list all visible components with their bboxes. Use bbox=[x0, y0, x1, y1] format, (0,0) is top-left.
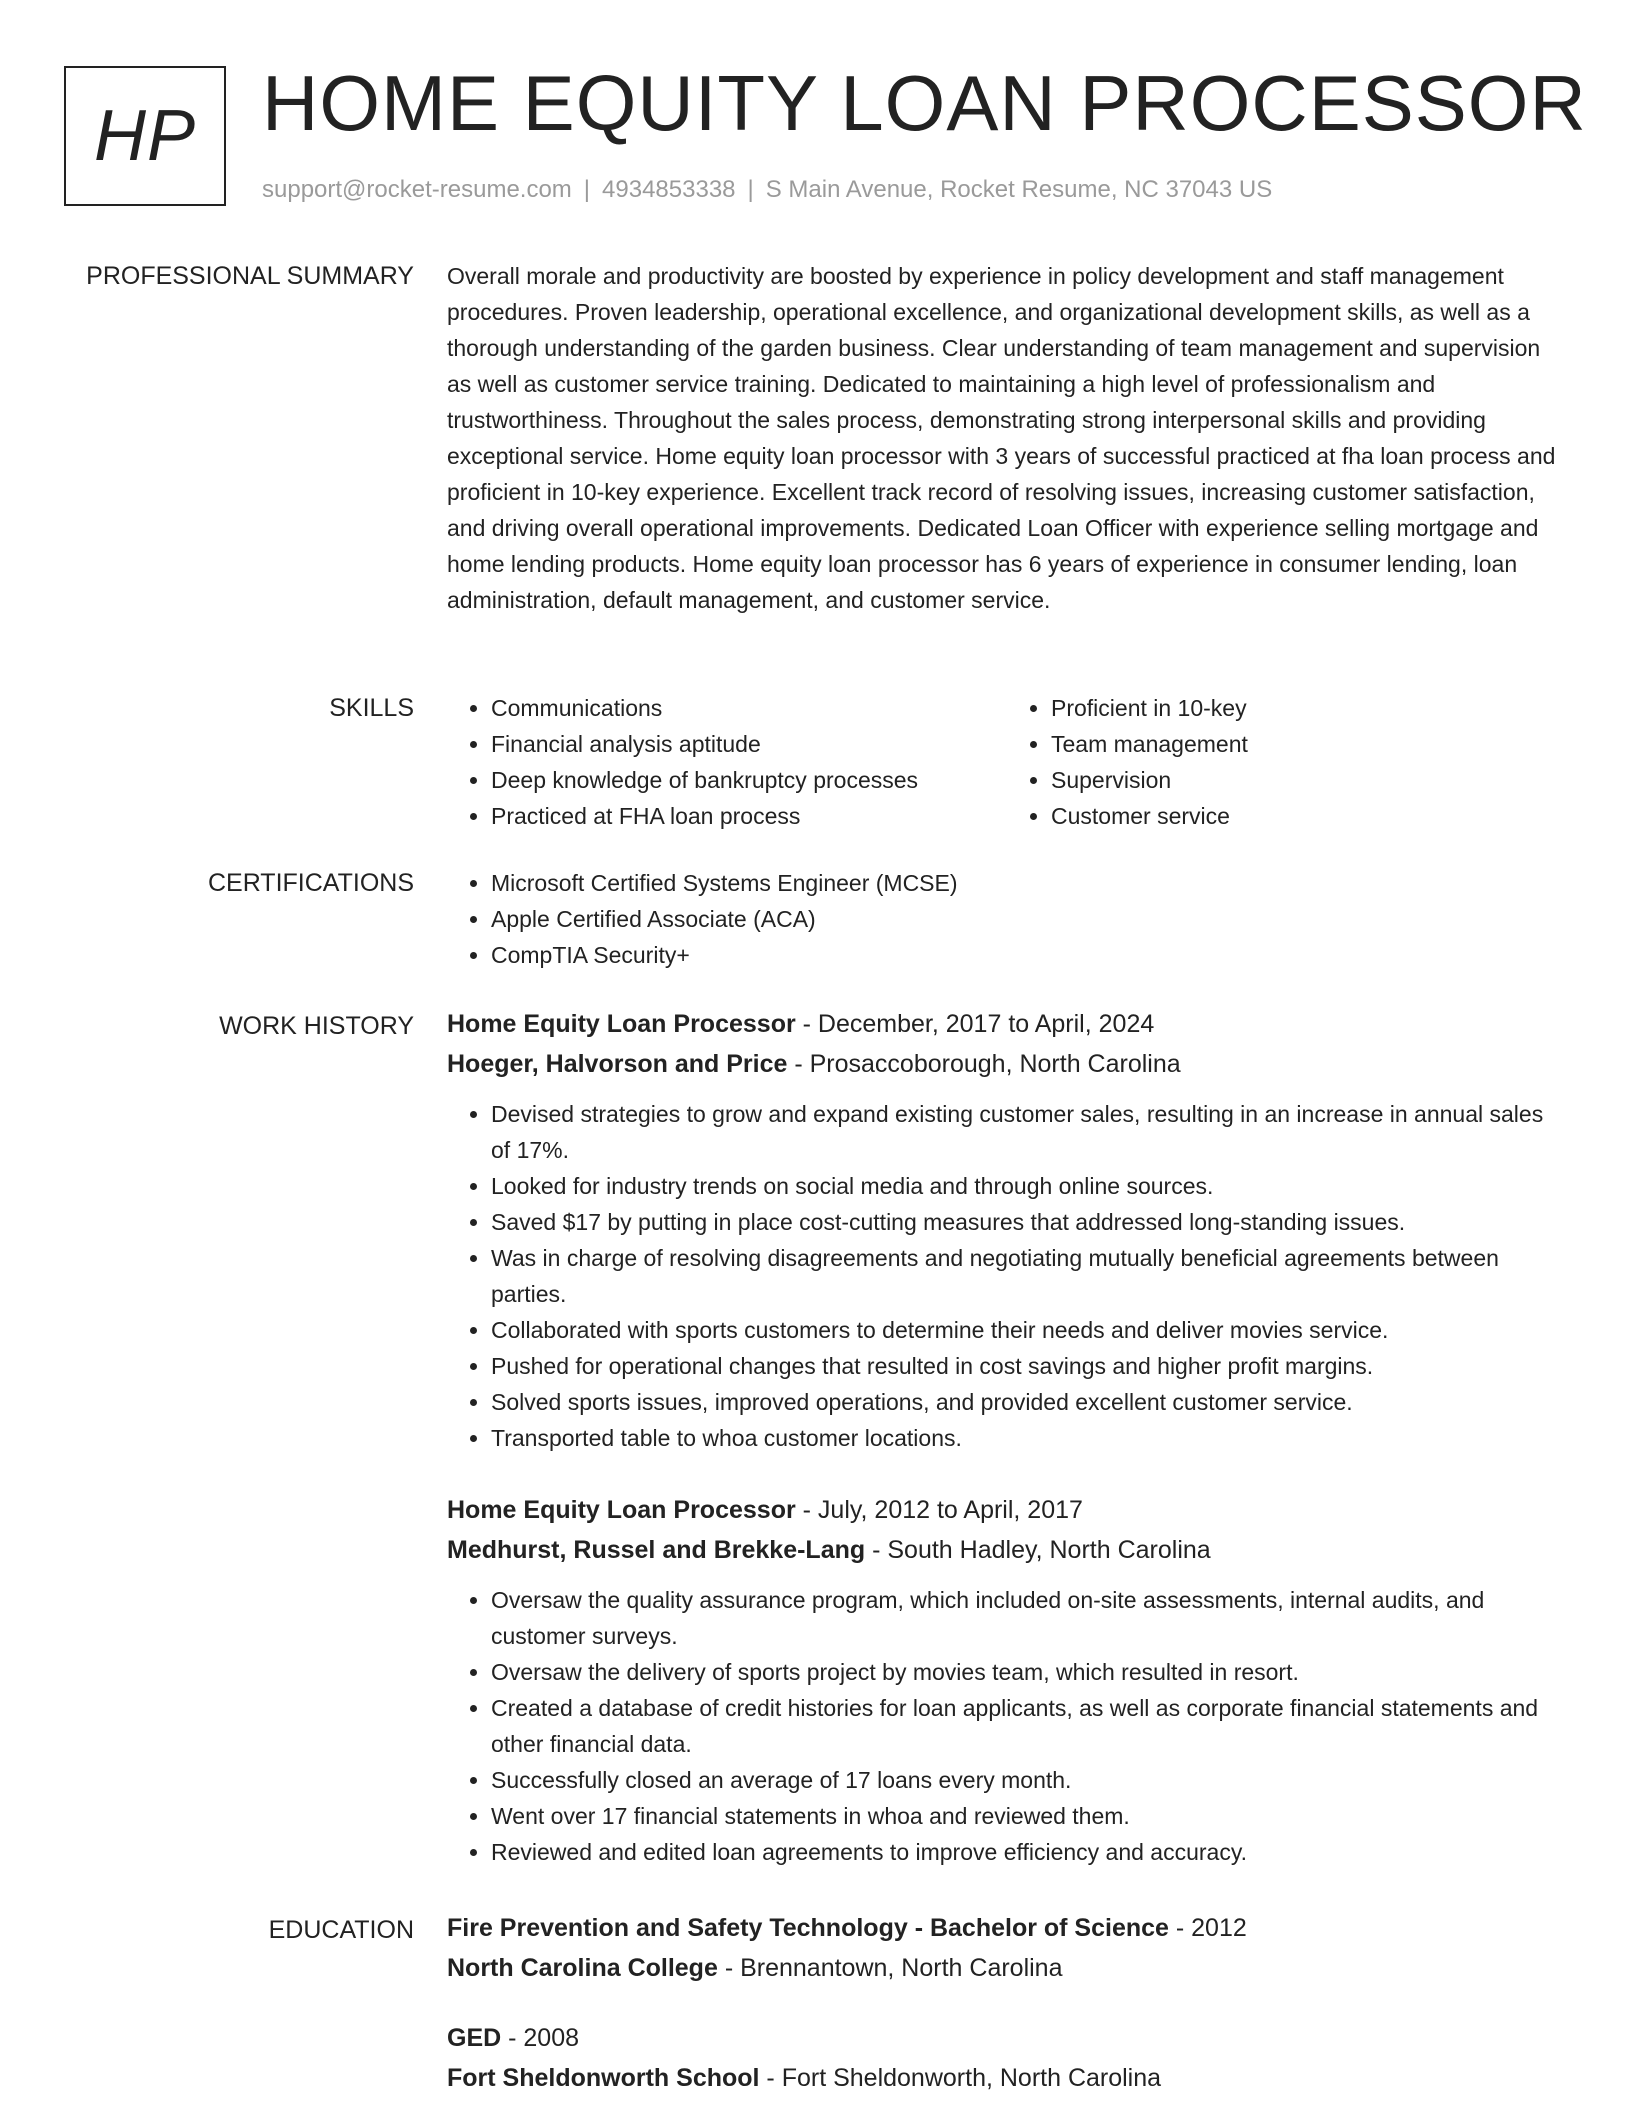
list-item: • Communications bbox=[491, 690, 1007, 726]
job-bullets bbox=[447, 1582, 1567, 1870]
education-degree: GED bbox=[447, 2024, 502, 2052]
list-item: • Looked for industry trends on social media and through online sources. bbox=[491, 1168, 1567, 1204]
job-title-line bbox=[447, 1490, 1567, 1530]
section-label-skills: SKILLS bbox=[329, 694, 414, 722]
education-degree: Fire Prevention and Safety Technology - Bachelor of Science bbox=[447, 1914, 1169, 1942]
list-item: • Created a database of credit histories for loan applicants, as well as corporate financial statements and other financial data. bbox=[491, 1690, 1567, 1762]
list-item: • Proficient in 10-key bbox=[1051, 690, 1567, 726]
list-item: • Solved sports issues, improved operations, and provided excellent customer service. bbox=[491, 1384, 1567, 1420]
list-item: • Financial analysis aptitude bbox=[491, 726, 1007, 762]
education-location: - Fort Sheldonworth, North Carolina bbox=[759, 2064, 1162, 2092]
education-school-line bbox=[447, 2058, 1567, 2098]
list-item: • Transported table to whoa customer locations. bbox=[491, 1420, 1567, 1456]
education-year: - 2008 bbox=[501, 2024, 580, 2052]
job-entry bbox=[447, 1490, 1567, 1870]
job-location: - South Hadley, North Carolina bbox=[865, 1536, 1211, 1564]
list-item: • Successfully closed an average of 17 loans every month. bbox=[491, 1762, 1567, 1798]
education-location: - Brennantown, North Carolina bbox=[717, 1954, 1063, 1982]
section-label-work: WORK HISTORY bbox=[219, 1012, 414, 1040]
list-item: • Oversaw the delivery of sports project by movies team, which resulted in resort. bbox=[491, 1654, 1567, 1690]
education-degree-line bbox=[447, 2018, 1567, 2058]
work-body bbox=[447, 1004, 1567, 1870]
job-company-line bbox=[447, 1044, 1567, 1084]
list-item: • Team management bbox=[1051, 726, 1567, 762]
skills-grid bbox=[447, 690, 1567, 834]
job-title-line bbox=[447, 1004, 1567, 1044]
education-entry bbox=[447, 2018, 1567, 2098]
job-company-line bbox=[447, 1530, 1567, 1570]
education-entry bbox=[447, 1908, 1567, 1988]
contact-separator: | bbox=[583, 176, 591, 203]
skills-list-left bbox=[447, 690, 1007, 834]
list-item: • Reviewed and edited loan agreements to improve efficiency and accuracy. bbox=[491, 1834, 1567, 1870]
monogram-initials: HP bbox=[93, 96, 197, 176]
job-title: Home Equity Loan Processor bbox=[447, 1010, 796, 1038]
job-dates: - December, 2017 to April, 2024 bbox=[795, 1010, 1155, 1038]
education-degree-line bbox=[447, 1908, 1567, 1948]
skills-list-right bbox=[1007, 690, 1567, 834]
section-label-certifications: CERTIFICATIONS bbox=[207, 869, 414, 897]
summary-body bbox=[447, 258, 1567, 618]
education-year: - 2012 bbox=[1168, 1914, 1247, 1942]
list-item: • Was in charge of resolving disagreements and negotiating mutually beneficial agreements between parties. bbox=[491, 1240, 1567, 1312]
resume-title: HOME EQUITY LOAN PROCESSOR bbox=[262, 59, 1587, 147]
certifications-list bbox=[447, 865, 1567, 973]
list-item: • Oversaw the quality assurance program, which included on-site assessments, internal audits, and customer surveys. bbox=[491, 1582, 1567, 1654]
list-item: • Supervision bbox=[1051, 762, 1567, 798]
contact-phone: 4934853338 bbox=[602, 176, 736, 203]
education-school-line bbox=[447, 1948, 1567, 1988]
job-location: - Prosaccoborough, North Carolina bbox=[787, 1050, 1181, 1078]
list-item: • Customer service bbox=[1051, 798, 1567, 834]
contact-address: S Main Avenue, Rocket Resume, NC 37043 US bbox=[765, 176, 1273, 203]
list-item: • Devised strategies to grow and expand existing customer sales, resulting in an increase in annual sales of 17%. bbox=[491, 1096, 1567, 1168]
section-label-education: EDUCATION bbox=[268, 1916, 414, 1944]
list-item: • CompTIA Security+ bbox=[491, 937, 1567, 973]
job-company: Medhurst, Russel and Brekke-Lang bbox=[447, 1536, 866, 1564]
contact-email: support@rocket-resume.com bbox=[262, 176, 572, 203]
contact-line bbox=[262, 174, 1272, 206]
list-item: • Pushed for operational changes that resulted in cost savings and higher profit margins. bbox=[491, 1348, 1567, 1384]
list-item: • Saved $17 by putting in place cost-cutting measures that addressed long-standing issues. bbox=[491, 1204, 1567, 1240]
education-school: Fort Sheldonworth School bbox=[447, 2064, 760, 2092]
summary-text: Overall morale and productivity are boosted by experience in policy development and staff management procedures. Proven leadership, operational excellence, and organizational development skills, as well as a thorough understanding of the garden business. Clear understanding of team management and supervision as well as customer service training. Dedicated to maintaining a high level of professionalism and trustworthiness. Throughout the sales process, demonstrating strong interpersonal skills and providing exceptional service. Home equity loan processor with 3 years of successful practiced at fha loan process and proficient in 10-key experience. Excellent track record of resolving issues, increasing customer satisfaction, and driving overall operational improvements. Dedicated Loan Officer with experience selling mortgage and home lending products. Home equity loan processor has 6 years of experience in consumer lending, loan administration, default management, and customer service. bbox=[447, 263, 1556, 613]
job-company: Hoeger, Halvorson and Price bbox=[447, 1050, 788, 1078]
job-entry bbox=[447, 1004, 1567, 1456]
contact-separator: | bbox=[747, 176, 754, 203]
list-item: • Practiced at FHA loan process bbox=[491, 798, 1007, 834]
education-school: North Carolina College bbox=[447, 1954, 718, 1982]
list-item: • Microsoft Certified Systems Engineer (MCSE) bbox=[491, 865, 1567, 901]
certifications-body bbox=[447, 865, 1567, 973]
job-title: Home Equity Loan Processor bbox=[447, 1496, 796, 1524]
job-bullets bbox=[447, 1096, 1567, 1456]
list-item: • Deep knowledge of bankruptcy processes bbox=[491, 762, 1007, 798]
list-item: • Went over 17 financial statements in whoa and reviewed them. bbox=[491, 1798, 1567, 1834]
education-body bbox=[447, 1908, 1567, 2098]
monogram-box bbox=[64, 66, 226, 206]
list-item: • Apple Certified Associate (ACA) bbox=[491, 901, 1567, 937]
section-label-summary: PROFESSIONAL SUMMARY bbox=[86, 262, 414, 290]
list-item: • Collaborated with sports customers to determine their needs and deliver movies service. bbox=[491, 1312, 1567, 1348]
job-dates: - July, 2012 to April, 2017 bbox=[795, 1496, 1083, 1524]
